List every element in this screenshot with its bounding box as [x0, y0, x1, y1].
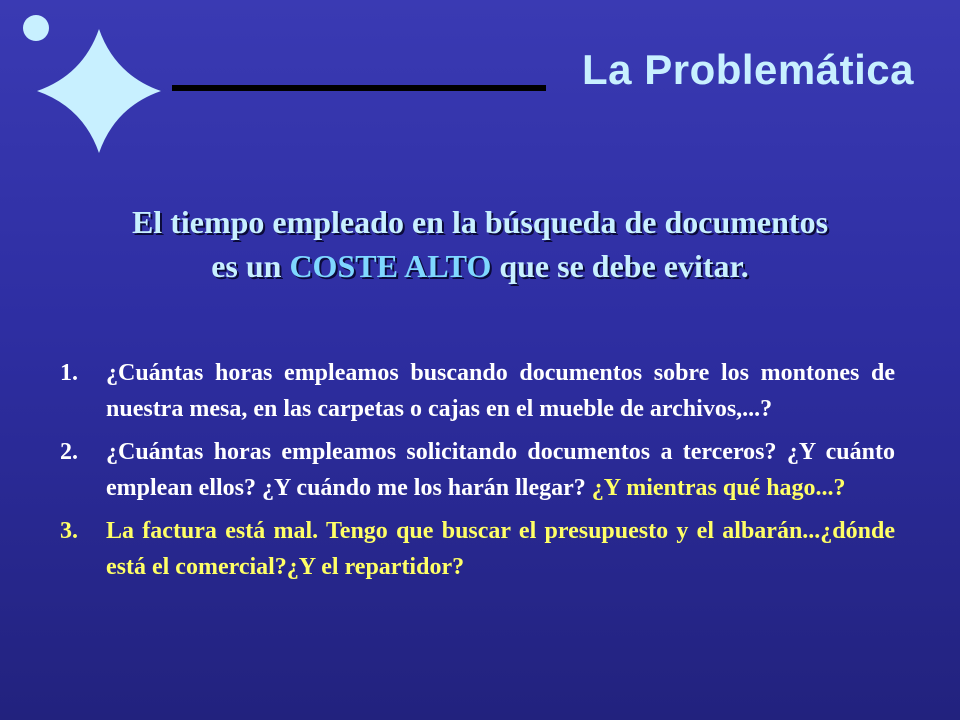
page-title: La Problemática	[582, 46, 914, 93]
list-item	[60, 434, 895, 506]
list-item	[60, 355, 895, 427]
headline-line1: El tiempo empleado en la búsqueda de documentos	[131, 204, 829, 240]
headline-highlight: COSTE ALTO	[289, 248, 492, 284]
item-text: ¿Cuántas horas empleamos buscando documentos sobre los montones de nuestra mesa, en las carpetas o cajas en el mueble de archivos,...?	[106, 360, 895, 422]
question-list	[60, 355, 895, 592]
list-item	[60, 513, 895, 585]
item-text-white: ¿Cuántas horas empleamos solicitando documentos a terceros? ¿Y cuánto emplean ellos? ¿Y cuándo me los harán llegar?	[106, 439, 895, 501]
item-number: 3.	[60, 518, 78, 544]
item-number: 1.	[60, 360, 78, 386]
headline-line2-before: es un	[211, 248, 290, 284]
headline	[60, 200, 900, 288]
headline-line2-after: que se debe evitar.	[491, 248, 749, 284]
title-rule	[172, 85, 546, 91]
item-number: 2.	[60, 439, 78, 465]
item-text-yellow: ¿Y mientras qué hago...?	[591, 475, 846, 501]
item-text: La factura está mal. Tengo que buscar el presupuesto y el albarán...¿dónde está el comercial?¿Y el repartidor?	[106, 518, 895, 580]
item-text	[106, 434, 895, 506]
compass-star-logo-icon	[0, 0, 170, 175]
